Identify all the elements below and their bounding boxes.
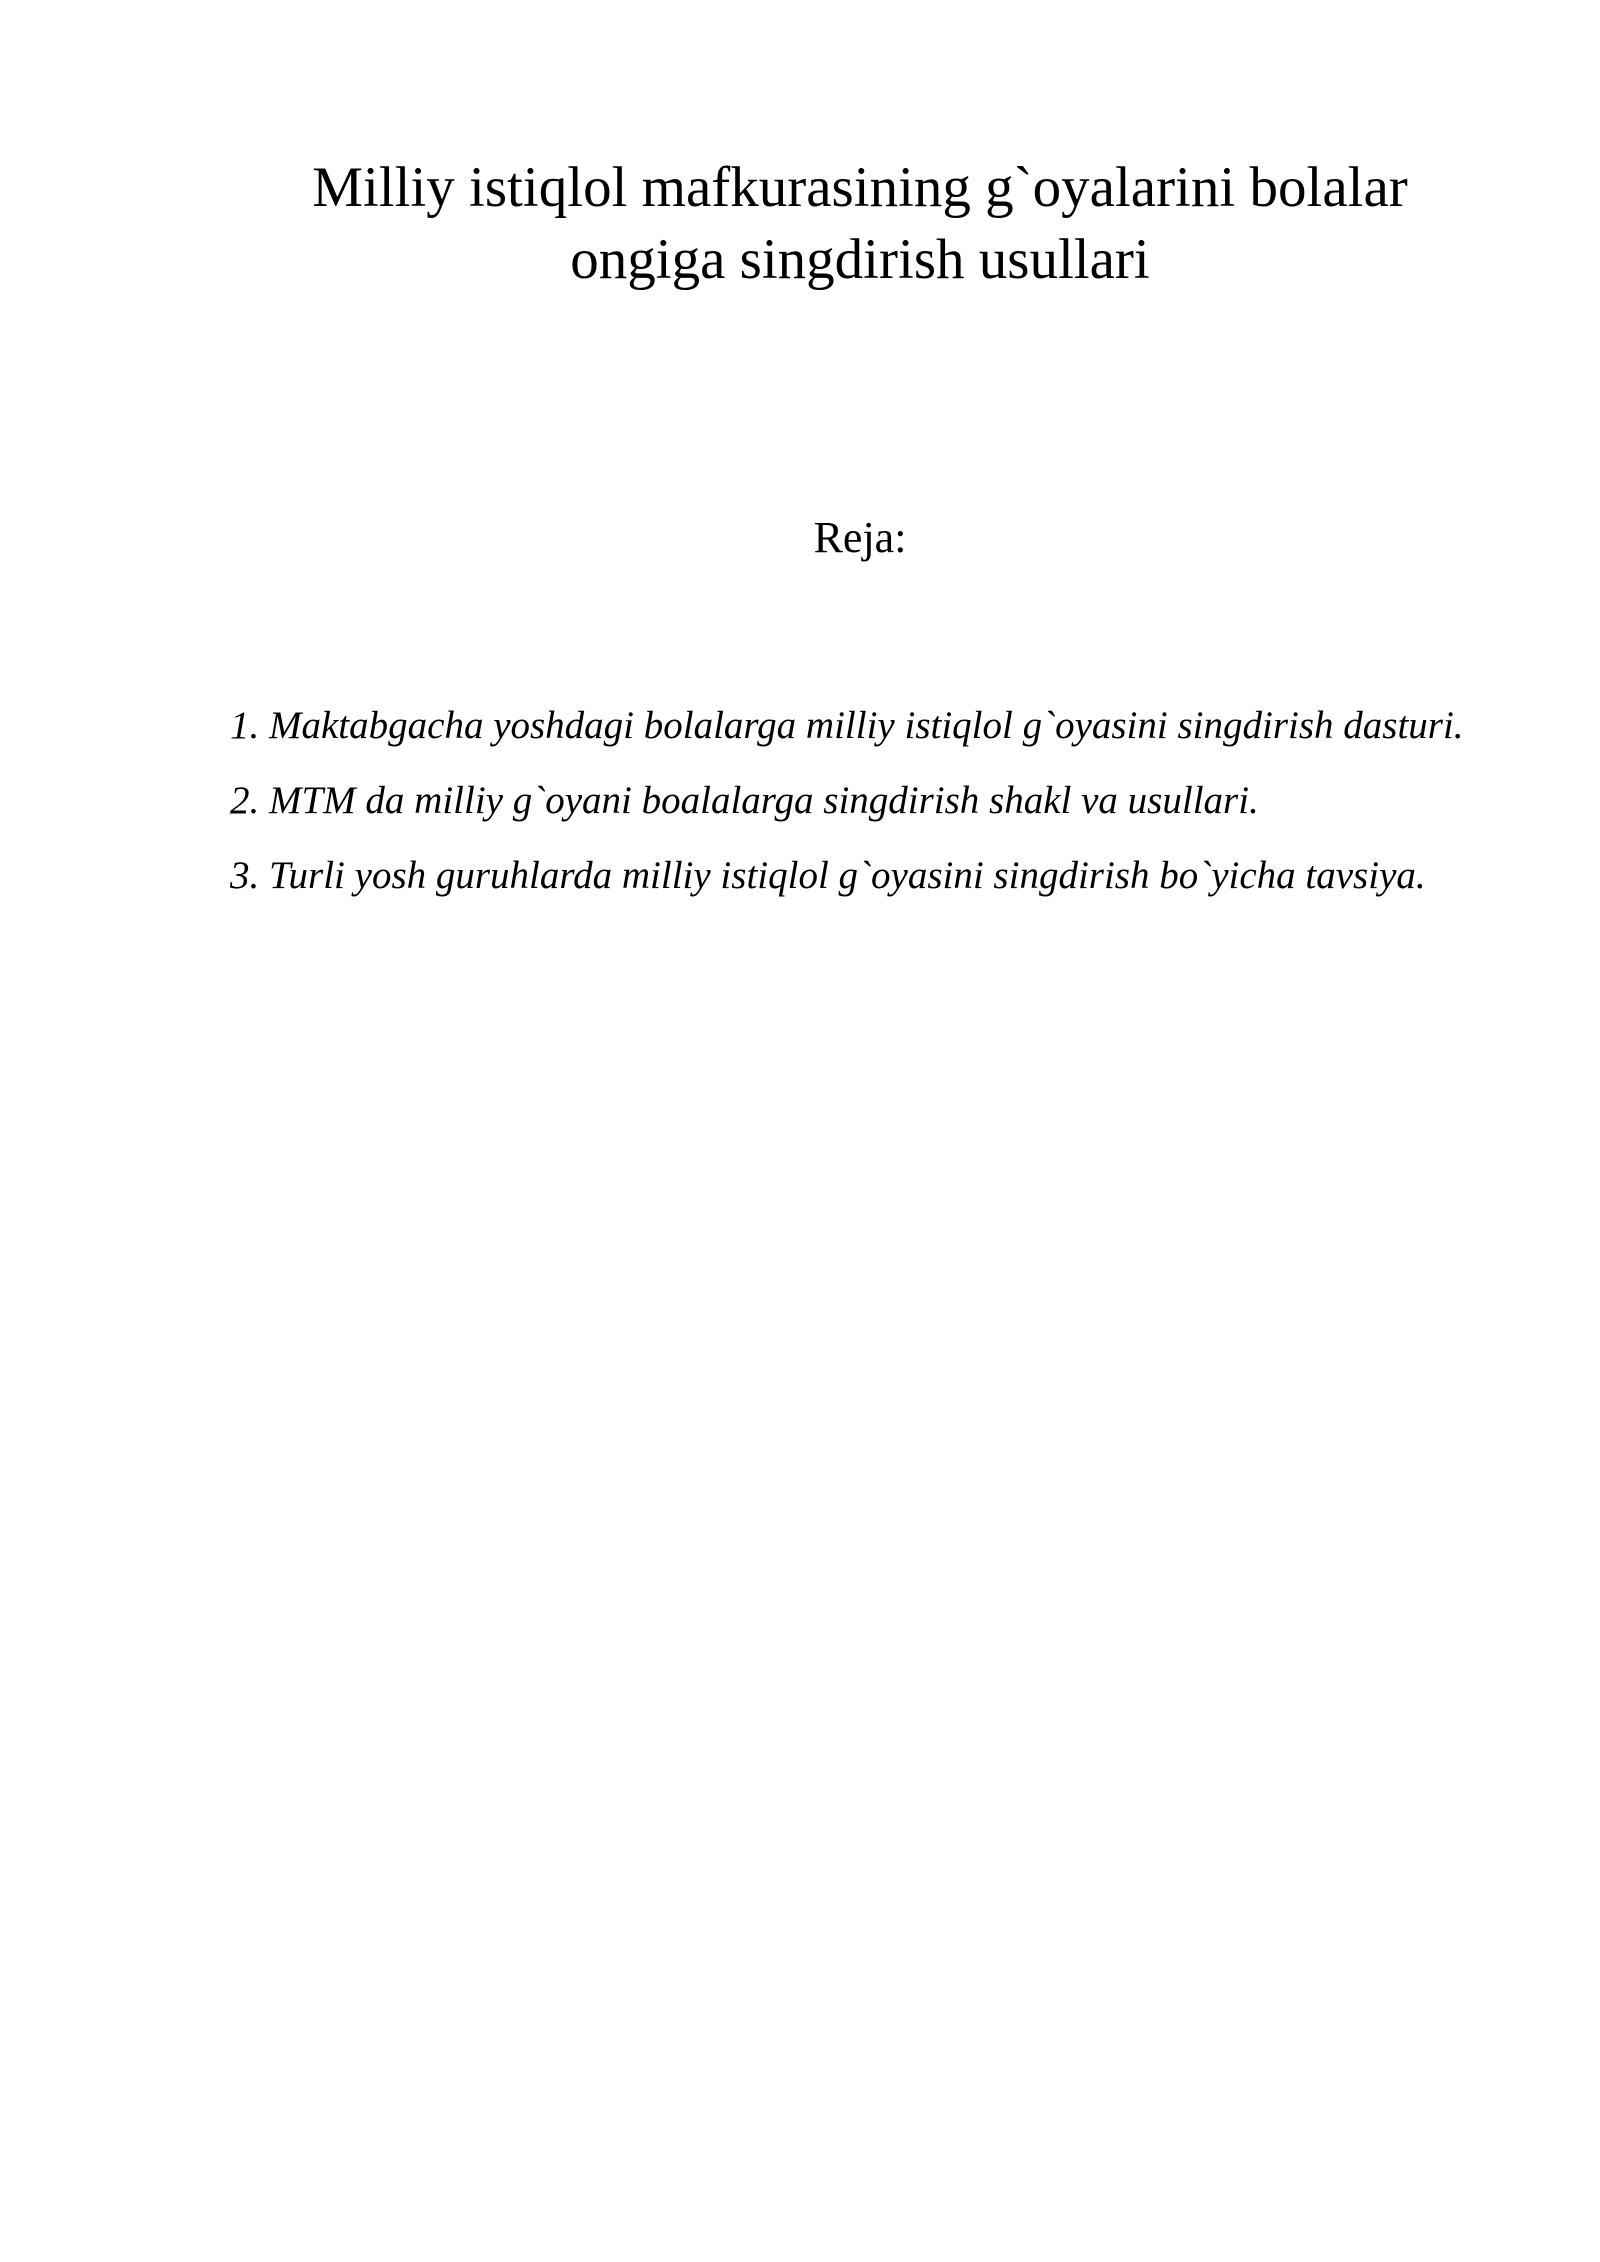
plan-item-2: 2. MTM da milliy g`oyani boalalarga singdirish shakl va usullari. (230, 779, 1259, 822)
plan-item-1: 1. Maktabgacha yoshdagi bolalarga milliy istiqlol g`oyasini singdirish dasturi. (230, 704, 1464, 747)
title-line-2: ongiga singdirish usullari (570, 228, 1150, 291)
plan-list (230, 688, 1490, 913)
document-title (230, 152, 1490, 296)
plan-item-3: 3. Turli yosh guruhlarda milliy istiqlol g`oyasini singdirish bo`yicha tavsiya. (230, 854, 1426, 897)
title-line-1: Milliy istiqlol mafkurasining g`oyalarini bolalar (312, 156, 1408, 219)
plan-heading: Reja: (813, 513, 907, 562)
